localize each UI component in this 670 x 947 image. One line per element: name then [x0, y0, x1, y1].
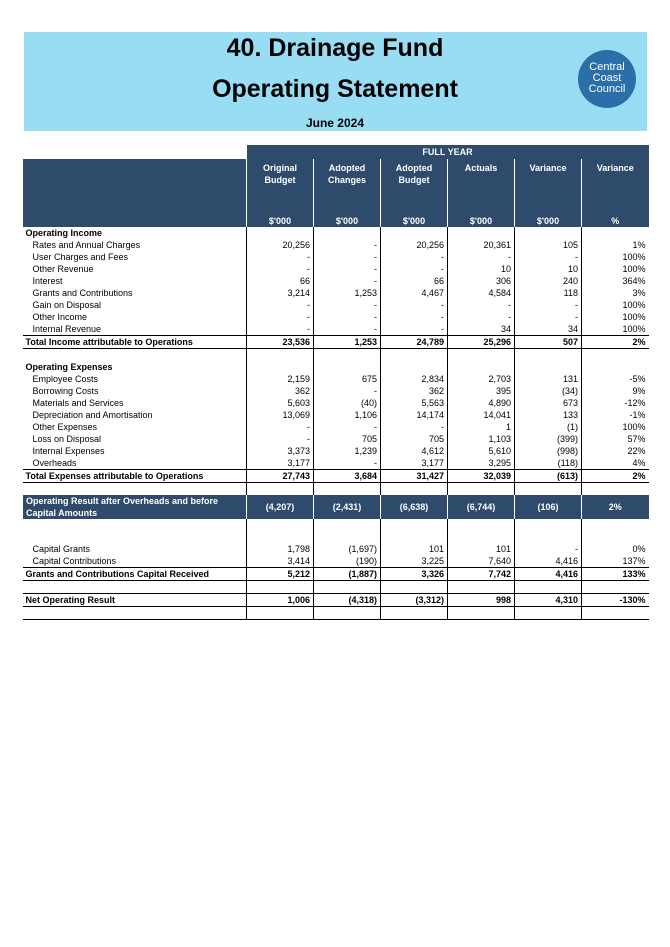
- row-value: 101: [381, 543, 448, 555]
- row-value: -: [515, 251, 582, 263]
- unit-header: %: [582, 215, 649, 227]
- table-row: [23, 581, 649, 594]
- table-row: [23, 568, 649, 581]
- row-value: 5,603: [247, 397, 314, 409]
- row-value: 362: [381, 385, 448, 397]
- row-value: (3,312): [381, 594, 448, 607]
- row-label: Gain on Disposal: [32, 300, 102, 310]
- table-row: [23, 470, 649, 483]
- row-value: (1,697): [314, 543, 381, 555]
- row-value: 1,253: [314, 287, 381, 299]
- row-value: 1,106: [314, 409, 381, 421]
- row-value: -: [381, 299, 448, 311]
- row-value: 34: [515, 323, 582, 336]
- row-value: -: [314, 421, 381, 433]
- row-label: Internal Expenses: [32, 446, 105, 456]
- unit-header: $'000: [515, 215, 582, 227]
- row-label: [23, 531, 247, 543]
- row-value: 131: [515, 373, 582, 385]
- unit-header: $'000: [381, 215, 448, 227]
- table-row: [23, 397, 649, 409]
- row-label: Depreciation and Amortisation: [32, 410, 153, 420]
- unit-header: $'000: [314, 215, 381, 227]
- row-value: [582, 581, 649, 594]
- row-label: [23, 349, 247, 362]
- row-value: 20,361: [448, 239, 515, 251]
- row-value: [448, 227, 515, 239]
- column-header: Actuals: [448, 159, 515, 215]
- row-label: Net Operating Result: [23, 594, 247, 607]
- row-value: -: [381, 421, 448, 433]
- row-value: 100%: [582, 263, 649, 275]
- table-row: [23, 483, 649, 496]
- row-value: 10: [515, 263, 582, 275]
- row-value: [448, 349, 515, 362]
- row-value: [314, 581, 381, 594]
- row-value: 1,798: [247, 543, 314, 555]
- row-value: 705: [314, 433, 381, 445]
- row-value: -: [448, 311, 515, 323]
- row-label: Other Income: [32, 312, 88, 322]
- row-value: -: [381, 323, 448, 336]
- row-value: 3,295: [448, 457, 515, 470]
- row-value: 100%: [582, 311, 649, 323]
- row-value: (4,207): [247, 495, 314, 519]
- unit-header: $'000: [247, 215, 314, 227]
- row-value: [314, 361, 381, 373]
- full-year-header: FULL YEAR: [247, 145, 649, 159]
- row-value: 3,326: [381, 568, 448, 581]
- label-header: [23, 159, 247, 215]
- row-value: 13,069: [247, 409, 314, 421]
- row-value: [582, 227, 649, 239]
- row-value: 395: [448, 385, 515, 397]
- row-value: [314, 349, 381, 362]
- table-row: [23, 495, 649, 519]
- row-value: [515, 581, 582, 594]
- row-value: [247, 581, 314, 594]
- unit-label-spacer: [23, 215, 247, 227]
- row-value: 4,890: [448, 397, 515, 409]
- row-value: 2,159: [247, 373, 314, 385]
- table-row: [23, 251, 649, 263]
- row-value: 14,174: [381, 409, 448, 421]
- row-value: 118: [515, 287, 582, 299]
- table-row: [23, 287, 649, 299]
- row-value: (118): [515, 457, 582, 470]
- row-value: -: [314, 251, 381, 263]
- row-value: 3,177: [381, 457, 448, 470]
- operating-statement-table: [22, 145, 649, 620]
- row-value: [247, 607, 314, 620]
- report-period: June 2024: [305, 116, 365, 130]
- row-value: -: [515, 543, 582, 555]
- table-row: [23, 239, 649, 251]
- row-value: (106): [515, 495, 582, 519]
- row-value: 137%: [582, 555, 649, 568]
- row-value: [247, 483, 314, 496]
- table-row: [23, 349, 649, 362]
- row-value: 100%: [582, 421, 649, 433]
- row-value: [448, 607, 515, 620]
- row-value: -130%: [582, 594, 649, 607]
- row-value: -: [314, 385, 381, 397]
- row-value: [448, 519, 515, 531]
- table-row: [23, 594, 649, 607]
- row-label: Total Income attributable to Operations: [23, 336, 247, 349]
- row-value: 705: [381, 433, 448, 445]
- row-value: -: [314, 275, 381, 287]
- row-value: -: [314, 323, 381, 336]
- header-spacer: [23, 145, 247, 159]
- statement-rows: [23, 227, 649, 620]
- row-value: 4,612: [381, 445, 448, 457]
- row-value: 673: [515, 397, 582, 409]
- row-label: [23, 519, 247, 531]
- row-value: 3,414: [247, 555, 314, 568]
- row-value: 100%: [582, 251, 649, 263]
- table-row: [23, 457, 649, 470]
- row-value: 27,743: [247, 470, 314, 483]
- row-value: [381, 227, 448, 239]
- row-value: 675: [314, 373, 381, 385]
- row-label: [23, 581, 247, 594]
- row-label: Materials and Services: [32, 398, 124, 408]
- table-row: [23, 543, 649, 555]
- row-value: 2,834: [381, 373, 448, 385]
- column-header: Adopted Changes: [314, 159, 381, 215]
- table-row: [23, 263, 649, 275]
- row-value: -: [314, 263, 381, 275]
- row-value: [314, 519, 381, 531]
- row-value: [381, 607, 448, 620]
- column-header: Variance: [515, 159, 582, 215]
- row-value: 4%: [582, 457, 649, 470]
- row-value: 22%: [582, 445, 649, 457]
- row-value: [582, 361, 649, 373]
- row-label: Internal Revenue: [32, 324, 102, 334]
- row-value: [381, 349, 448, 362]
- row-value: [448, 581, 515, 594]
- row-value: [247, 519, 314, 531]
- table-row: [23, 433, 649, 445]
- row-value: 66: [247, 275, 314, 287]
- row-value: 362: [247, 385, 314, 397]
- row-value: 3,684: [314, 470, 381, 483]
- row-value: 240: [515, 275, 582, 287]
- row-value: 7,640: [448, 555, 515, 568]
- row-value: -1%: [582, 409, 649, 421]
- row-label: Operating Result after Overheads and before Capital Amounts: [23, 495, 247, 519]
- row-value: 1: [448, 421, 515, 433]
- row-value: 4,584: [448, 287, 515, 299]
- row-value: 9%: [582, 385, 649, 397]
- row-value: -: [314, 457, 381, 470]
- table-row: [23, 531, 649, 543]
- row-value: 5,563: [381, 397, 448, 409]
- row-label: Grants and Contributions Capital Received: [23, 568, 247, 581]
- row-value: [314, 483, 381, 496]
- row-value: 66: [381, 275, 448, 287]
- row-value: 105: [515, 239, 582, 251]
- row-value: 4,310: [515, 594, 582, 607]
- table-row: [23, 385, 649, 397]
- row-value: 1,253: [314, 336, 381, 349]
- table-row: [23, 227, 649, 239]
- row-value: [515, 361, 582, 373]
- row-value: -: [314, 239, 381, 251]
- row-label: Capital Contributions: [32, 556, 117, 566]
- row-label: Overheads: [32, 458, 77, 468]
- row-value: 31,427: [381, 470, 448, 483]
- table-row: [23, 299, 649, 311]
- row-value: 24,789: [381, 336, 448, 349]
- row-value: [582, 607, 649, 620]
- row-value: -: [381, 311, 448, 323]
- row-value: [515, 227, 582, 239]
- row-value: -: [448, 299, 515, 311]
- row-value: -: [247, 433, 314, 445]
- row-label: Rates and Annual Charges: [32, 240, 141, 250]
- row-label: Grants and Contributions: [32, 288, 133, 298]
- row-value: (6,744): [448, 495, 515, 519]
- table-row: [23, 445, 649, 457]
- row-value: 4,416: [515, 555, 582, 568]
- row-value: (399): [515, 433, 582, 445]
- row-value: 3,225: [381, 555, 448, 568]
- row-value: 1,239: [314, 445, 381, 457]
- row-value: -: [247, 251, 314, 263]
- row-value: 14,041: [448, 409, 515, 421]
- row-value: (190): [314, 555, 381, 568]
- row-value: [247, 531, 314, 543]
- row-label: [23, 607, 247, 620]
- row-value: 101: [448, 543, 515, 555]
- row-value: 4,416: [515, 568, 582, 581]
- row-value: [515, 483, 582, 496]
- row-value: (6,638): [381, 495, 448, 519]
- row-label: User Charges and Fees: [32, 252, 129, 262]
- row-label: Capital Grants: [32, 544, 91, 554]
- row-value: [448, 361, 515, 373]
- row-label: [23, 483, 247, 496]
- row-value: [314, 531, 381, 543]
- row-value: 2%: [582, 336, 649, 349]
- row-value: (40): [314, 397, 381, 409]
- row-value: [582, 483, 649, 496]
- row-label: Borrowing Costs: [32, 386, 99, 396]
- row-value: (4,318): [314, 594, 381, 607]
- row-value: 32,039: [448, 470, 515, 483]
- row-label: Other Revenue: [32, 264, 94, 274]
- row-value: 133: [515, 409, 582, 421]
- row-value: [515, 519, 582, 531]
- row-value: [381, 581, 448, 594]
- row-value: 20,256: [247, 239, 314, 251]
- council-logo: Central Coast Council: [578, 50, 636, 108]
- row-value: 100%: [582, 323, 649, 336]
- row-value: [381, 519, 448, 531]
- row-value: -: [247, 263, 314, 275]
- unit-header: $'000: [448, 215, 515, 227]
- row-value: [582, 519, 649, 531]
- row-value: -: [247, 421, 314, 433]
- row-value: [381, 483, 448, 496]
- row-value: 1,006: [247, 594, 314, 607]
- fund-title: 40. Drainage Fund: [226, 34, 444, 62]
- row-value: [247, 227, 314, 239]
- row-label: Operating Income: [25, 228, 103, 238]
- row-value: -: [314, 311, 381, 323]
- row-value: 7,742: [448, 568, 515, 581]
- row-value: 34: [448, 323, 515, 336]
- table-row: [23, 311, 649, 323]
- row-value: [314, 227, 381, 239]
- row-value: (34): [515, 385, 582, 397]
- row-value: 3,214: [247, 287, 314, 299]
- row-value: 133%: [582, 568, 649, 581]
- row-value: -: [247, 299, 314, 311]
- row-value: -: [515, 311, 582, 323]
- row-label: Employee Costs: [32, 374, 99, 384]
- table-row: [23, 373, 649, 385]
- row-value: 306: [448, 275, 515, 287]
- row-value: 3%: [582, 287, 649, 299]
- column-header: Original Budget: [247, 159, 314, 215]
- row-value: -5%: [582, 373, 649, 385]
- row-label: Loss on Disposal: [32, 434, 102, 444]
- row-value: 3,177: [247, 457, 314, 470]
- table-row: [23, 361, 649, 373]
- row-value: [515, 531, 582, 543]
- row-value: 507: [515, 336, 582, 349]
- row-value: -: [448, 251, 515, 263]
- row-value: 364%: [582, 275, 649, 287]
- table-row: [23, 323, 649, 336]
- row-value: [381, 531, 448, 543]
- table-row: [23, 607, 649, 620]
- row-value: (998): [515, 445, 582, 457]
- row-value: 1%: [582, 239, 649, 251]
- row-label: Total Expenses attributable to Operations: [23, 470, 247, 483]
- row-value: [247, 361, 314, 373]
- row-value: -: [381, 251, 448, 263]
- row-value: -: [381, 263, 448, 275]
- row-value: (1,887): [314, 568, 381, 581]
- row-label: Interest: [32, 276, 63, 286]
- table-row: [23, 555, 649, 568]
- row-value: [515, 349, 582, 362]
- row-value: 5,212: [247, 568, 314, 581]
- row-value: 20,256: [381, 239, 448, 251]
- row-value: -: [515, 299, 582, 311]
- row-value: 3,373: [247, 445, 314, 457]
- table-row: [23, 409, 649, 421]
- row-value: 2,703: [448, 373, 515, 385]
- row-value: 10: [448, 263, 515, 275]
- row-value: [314, 607, 381, 620]
- row-value: [448, 483, 515, 496]
- row-value: 57%: [582, 433, 649, 445]
- row-value: 1,103: [448, 433, 515, 445]
- row-value: 4,467: [381, 287, 448, 299]
- row-value: -: [247, 311, 314, 323]
- row-value: 25,296: [448, 336, 515, 349]
- row-value: -: [314, 299, 381, 311]
- row-value: [381, 361, 448, 373]
- row-value: 2%: [582, 470, 649, 483]
- row-value: [582, 349, 649, 362]
- row-value: -: [247, 323, 314, 336]
- row-value: [582, 531, 649, 543]
- row-value: 100%: [582, 299, 649, 311]
- row-value: 23,536: [247, 336, 314, 349]
- row-value: (1): [515, 421, 582, 433]
- row-value: 5,610: [448, 445, 515, 457]
- row-value: 2%: [582, 495, 649, 519]
- table-row: [23, 421, 649, 433]
- column-header: Adopted Budget: [381, 159, 448, 215]
- row-value: 0%: [582, 543, 649, 555]
- row-value: 998: [448, 594, 515, 607]
- table-row: [23, 336, 649, 349]
- column-header: Variance: [582, 159, 649, 215]
- row-value: [247, 349, 314, 362]
- row-value: [515, 607, 582, 620]
- row-value: (2,431): [314, 495, 381, 519]
- row-label: Other Expenses: [32, 422, 98, 432]
- statement-title: Operating Statement: [212, 75, 458, 103]
- row-value: -12%: [582, 397, 649, 409]
- table-row: [23, 275, 649, 287]
- table-row: [23, 519, 649, 531]
- row-value: [448, 531, 515, 543]
- row-value: (613): [515, 470, 582, 483]
- row-label: Operating Expenses: [25, 362, 113, 372]
